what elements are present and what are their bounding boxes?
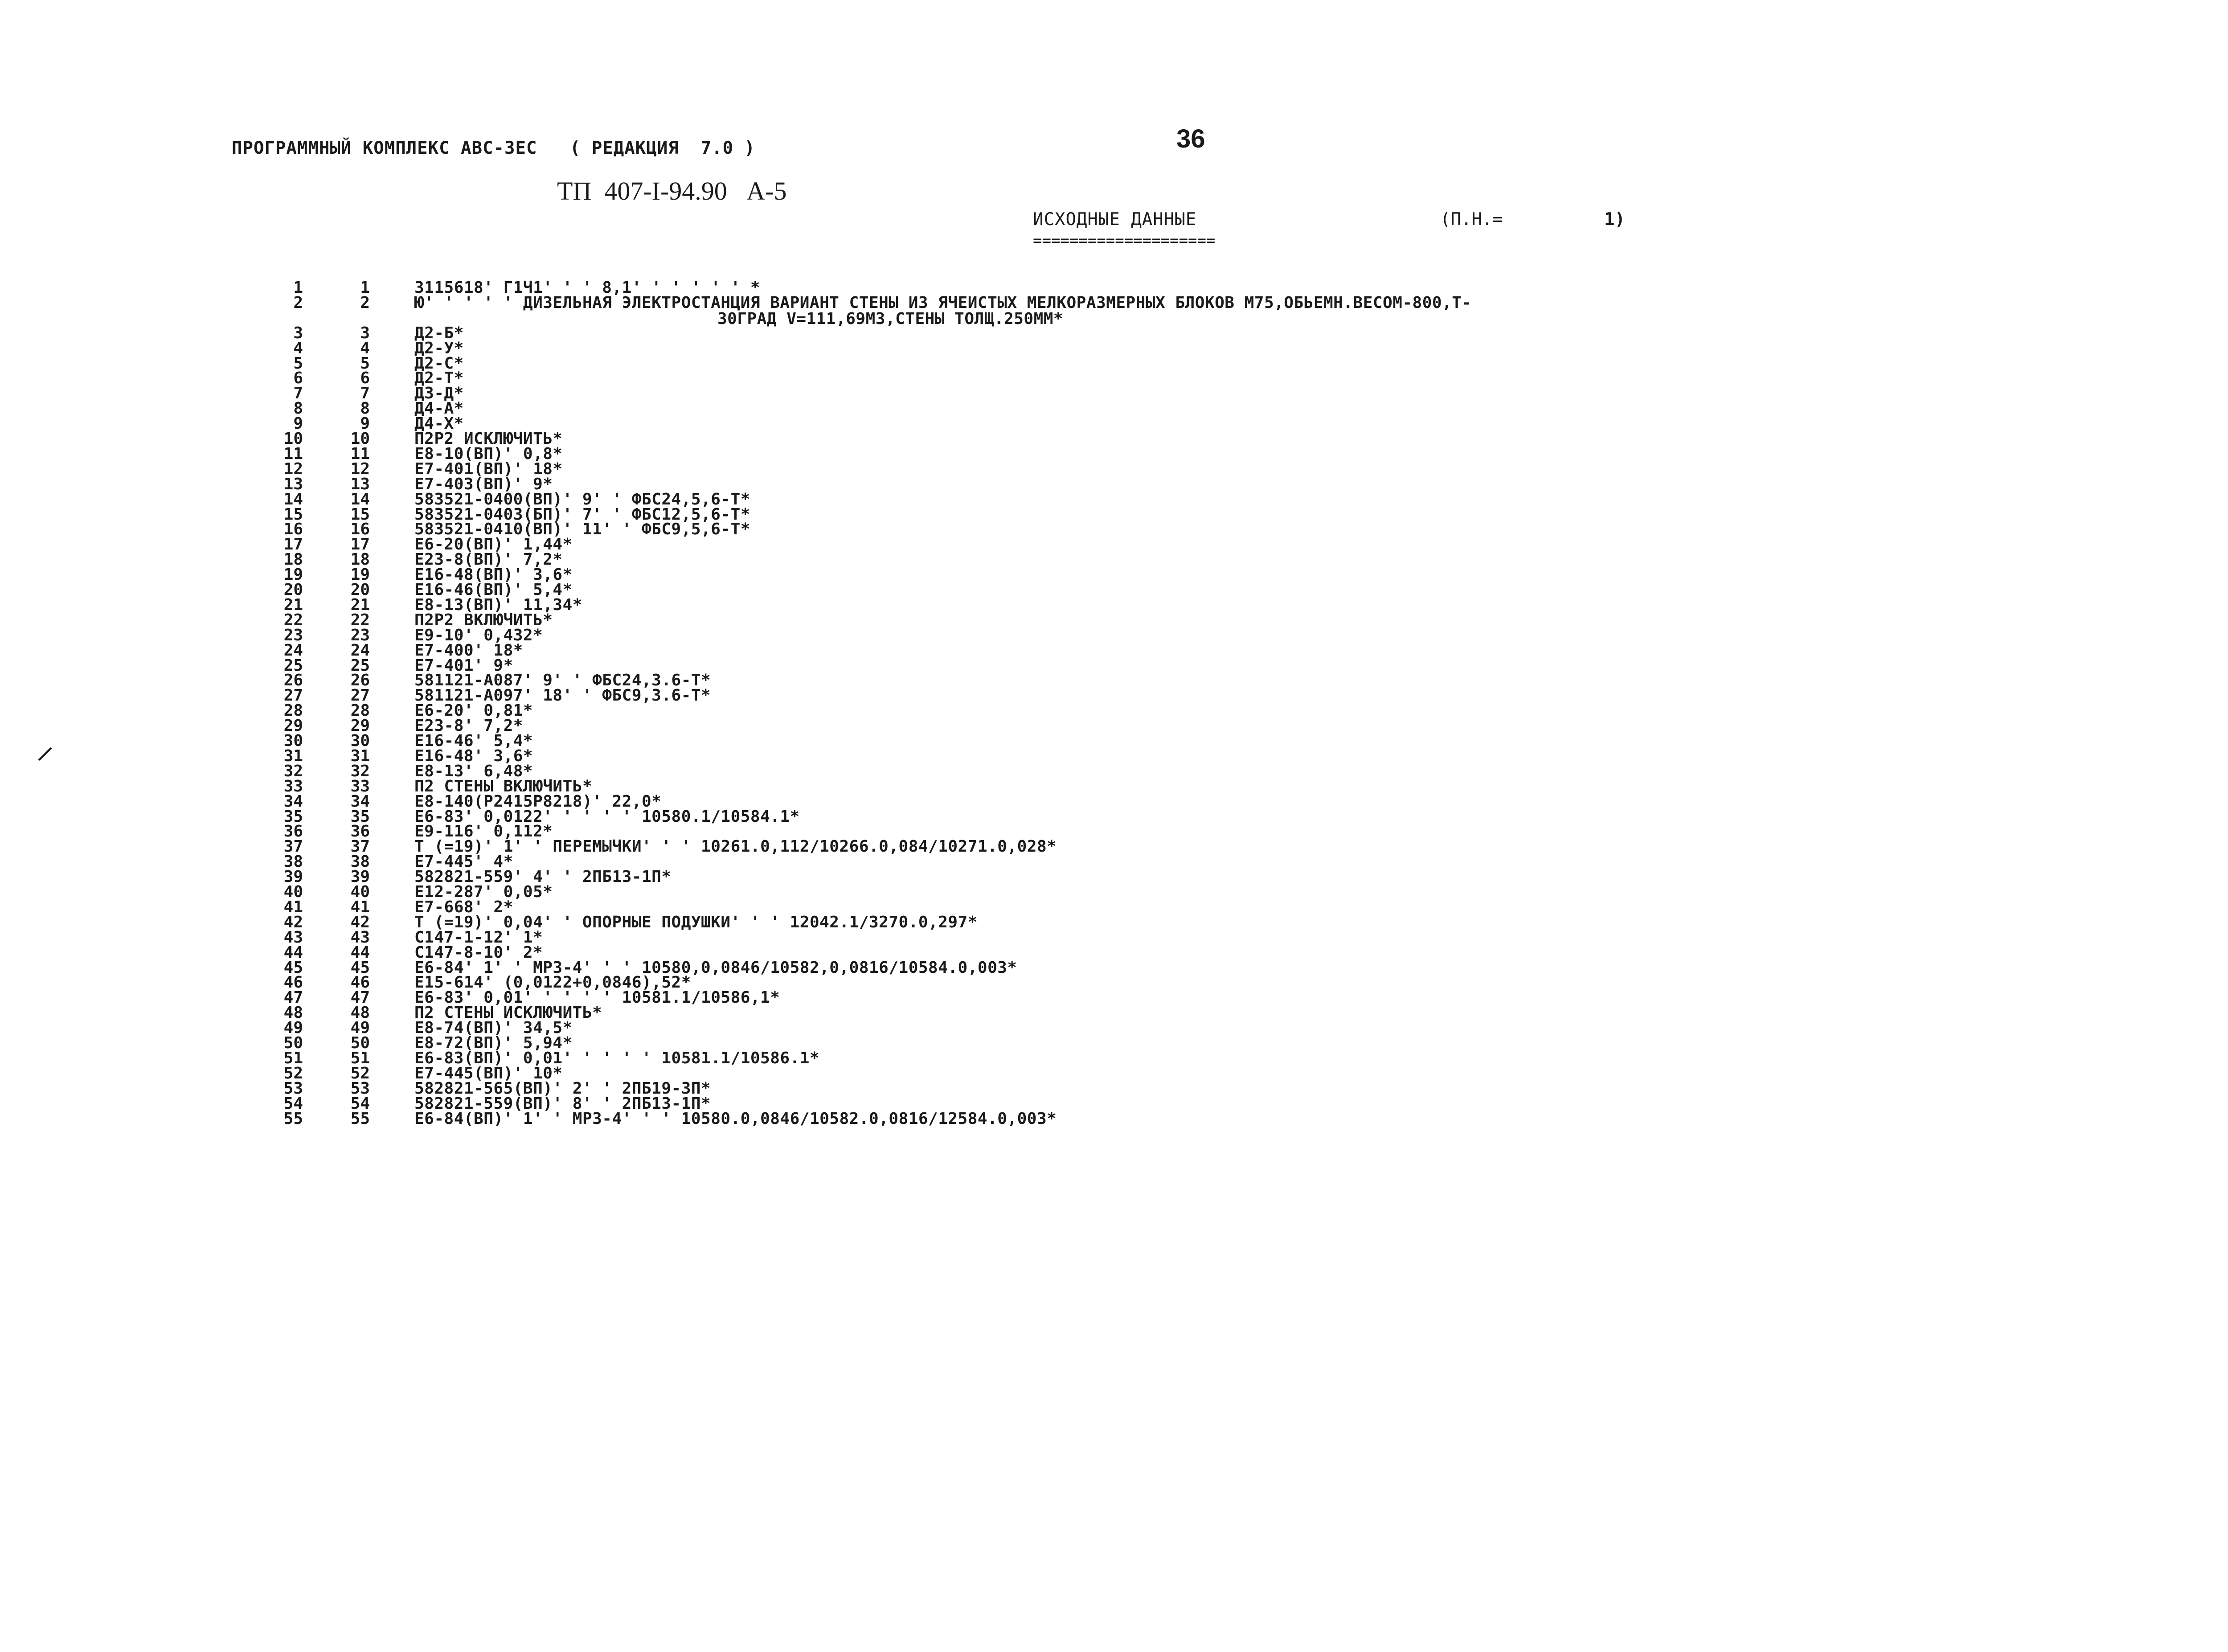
line-card-number: 55 xyxy=(350,1110,370,1128)
line-sequence-number: 16 xyxy=(283,520,303,538)
line-sequence-number: 21 xyxy=(283,596,303,614)
line-card-number: 40 xyxy=(350,883,370,901)
line-card-number: 25 xyxy=(350,656,370,675)
line-text: Е7-401' 9* xyxy=(414,656,513,675)
line-card-number: 12 xyxy=(350,460,370,478)
line-card-number: 42 xyxy=(350,913,370,931)
line-text: Е16-46' 5,4* xyxy=(414,732,533,750)
line-card-number: 24 xyxy=(350,641,370,660)
line-card-number: 36 xyxy=(350,822,370,840)
line-text: Е9-116' 0,112* xyxy=(414,822,553,840)
line-sequence-number: 49 xyxy=(283,1019,303,1037)
line-card-number: 20 xyxy=(350,581,370,599)
line-text: Е6-83' 0,0122' ' ' ' ' 10580.1/10584.1* xyxy=(414,808,800,826)
line-sequence-number: 8 xyxy=(293,399,303,418)
line-card-number: 38 xyxy=(350,853,370,871)
line-text: Е6-84(ВП)' 1' ' МР3-4' ' ' 10580.0,0846/10582.0,0816/12584.0,003* xyxy=(414,1110,1057,1128)
line-sequence-number: 45 xyxy=(283,959,303,977)
line-sequence-number: 19 xyxy=(283,566,303,584)
line-text: 582821-559' 4' ' 2ПБ13-1П* xyxy=(414,868,672,886)
line-sequence-number: 12 xyxy=(283,460,303,478)
line-card-number: 27 xyxy=(350,686,370,705)
line-text: П2Р2 ВКЛЮЧИТЬ* xyxy=(414,611,553,629)
line-card-number: 8 xyxy=(360,399,370,418)
line-sequence-number: 32 xyxy=(283,762,303,780)
line-sequence-number: 46 xyxy=(283,973,303,992)
line-sequence-number: 13 xyxy=(283,475,303,493)
line-sequence-number: 48 xyxy=(283,1004,303,1022)
line-sequence-number: 11 xyxy=(283,445,303,463)
line-text: Е8-10(ВП)' 0,8* xyxy=(414,445,563,463)
line-card-number: 10 xyxy=(350,430,370,448)
line-card-number: 52 xyxy=(350,1064,370,1082)
line-sequence-number: 40 xyxy=(283,883,303,901)
program-header: ПРОГРАММНЫЙ КОМПЛЕКС АВС-3ЕС ( РЕДАКЦИЯ 7.0 ) xyxy=(232,138,756,158)
line-card-number: 28 xyxy=(350,701,370,720)
line-card-number: 18 xyxy=(350,550,370,569)
line-sequence-number: 52 xyxy=(283,1064,303,1082)
line-sequence-number: 25 xyxy=(283,656,303,675)
line-sequence-number: 35 xyxy=(283,808,303,826)
line-text: Е23-8' 7,2* xyxy=(414,717,523,735)
line-card-number: 19 xyxy=(350,566,370,584)
line-card-number: 50 xyxy=(350,1034,370,1052)
margin-mark: / xyxy=(36,741,55,767)
section-title: ИСХОДНЫЕ ДАННЫЕ xyxy=(1033,209,1197,230)
line-card-number: 14 xyxy=(350,490,370,508)
line-card-number: 11 xyxy=(350,445,370,463)
line-text: П2Р2 ИСКЛЮЧИТЬ* xyxy=(414,430,563,448)
line-text: Д2-У* xyxy=(414,339,464,357)
line-sequence-number: 27 xyxy=(283,686,303,705)
line-card-number: 31 xyxy=(350,747,370,765)
line-text: Е8-74(ВП)' 34,5* xyxy=(414,1019,573,1037)
line-text: Е8-140(Р2415Р8218)' 22,0* xyxy=(414,792,662,811)
line-text: П2 СТЕНЫ ИСКЛЮЧИТЬ* xyxy=(414,1004,602,1022)
line-card-number: 32 xyxy=(350,762,370,780)
line-card-number: 39 xyxy=(350,868,370,886)
line-card-number: 17 xyxy=(350,535,370,553)
line-card-number: 35 xyxy=(350,808,370,826)
line-sequence-number: 42 xyxy=(283,913,303,931)
line-text: 582821-559(ВП)' 8' ' 2ПБ13-1П* xyxy=(414,1095,711,1113)
line-card-number: 1 xyxy=(360,279,370,297)
line-sequence-number: 26 xyxy=(283,671,303,689)
line-sequence-number: 50 xyxy=(283,1034,303,1052)
line-text: Е7-400' 18* xyxy=(414,641,523,660)
line-text: 581121-А097' 18' ' ФБС9,3.6-Т* xyxy=(414,686,711,705)
line-sequence-number: 18 xyxy=(283,550,303,569)
line-sequence-number: 29 xyxy=(283,717,303,735)
line-text: Д4-Х* xyxy=(414,414,464,433)
line-text: Е16-46(ВП)' 5,4* xyxy=(414,581,573,599)
line-sequence-number: 41 xyxy=(283,898,303,916)
line-card-number: 23 xyxy=(350,626,370,644)
line-card-number: 41 xyxy=(350,898,370,916)
line-card-number: 44 xyxy=(350,943,370,962)
line-text: Д4-А* xyxy=(414,399,464,418)
line-card-number: 2 xyxy=(360,294,370,312)
line-sequence-number: 20 xyxy=(283,581,303,599)
line-card-number: 53 xyxy=(350,1079,370,1098)
line-text: Е15-614' (0,0122+0,0846),52* xyxy=(414,973,691,992)
line-sequence-number: 33 xyxy=(283,777,303,795)
line-sequence-number: 22 xyxy=(283,611,303,629)
line-sequence-number: 30 xyxy=(283,732,303,750)
line-text: Д2-Б* xyxy=(414,324,464,342)
line-text: 583521-0403(БП)' 7' ' ФБС12,5,6-Т* xyxy=(414,505,750,524)
line-text: Е8-13' 6,48* xyxy=(414,762,533,780)
line-text: С147-8-10' 2* xyxy=(414,943,543,962)
section-title-underline: ==================== xyxy=(1033,232,1216,250)
line-card-number: 47 xyxy=(350,988,370,1007)
line-sequence-number: 3 xyxy=(293,324,303,342)
line-text: Е6-83(ВП)' 0,01' ' ' ' ' 10581.1/10586.1* xyxy=(414,1049,820,1067)
parameter-label: (П.Н.= xyxy=(1440,209,1503,230)
line-sequence-number: 34 xyxy=(283,792,303,811)
line-text: Д2-Т* xyxy=(414,369,464,387)
line-card-number: 22 xyxy=(350,611,370,629)
line-text: Е6-20(ВП)' 1,44* xyxy=(414,535,573,553)
line-text: Е12-287' 0,05* xyxy=(414,883,553,901)
line-text: Д3-Д* xyxy=(414,384,464,402)
line-text: 3115618' Г1Ч1' ' ' 8,1' ' ' ' ' ' * xyxy=(414,279,761,297)
line-sequence-number: 37 xyxy=(283,837,303,856)
line-card-number: 37 xyxy=(350,837,370,856)
line-text: 583521-0410(ВП)' 11' ' ФБС9,5,6-Т* xyxy=(414,520,750,538)
line-text: Е7-401(ВП)' 18* xyxy=(414,460,563,478)
line-sequence-number: 36 xyxy=(283,822,303,840)
line-card-number: 5 xyxy=(360,354,370,373)
line-card-number: 15 xyxy=(350,505,370,524)
line-card-number: 9 xyxy=(360,414,370,433)
line-text: Е9-10' 0,432* xyxy=(414,626,543,644)
line-sequence-number: 24 xyxy=(283,641,303,660)
line-card-number: 29 xyxy=(350,717,370,735)
line-text: Е7-403(ВП)' 9* xyxy=(414,475,553,493)
line-text: Т (=19)' 0,04' ' ОПОРНЫЕ ПОДУШКИ' ' ' 12042.1/3270.0,297* xyxy=(414,913,978,931)
line-sequence-number: 2 xyxy=(293,294,303,312)
line-sequence-number: 1 xyxy=(293,279,303,297)
line-continuation: 30ГРАД V=111,69М3,СТЕНЫ ТОЛЩ.250ММ* xyxy=(717,310,1064,328)
line-card-number: 6 xyxy=(360,369,370,387)
line-sequence-number: 9 xyxy=(293,414,303,433)
line-text: Е16-48' 3,6* xyxy=(414,747,533,765)
line-card-number: 3 xyxy=(360,324,370,342)
line-text: Е8-72(ВП)' 5,94* xyxy=(414,1034,573,1052)
line-text: Е6-84' 1' ' МР3-4' ' ' 10580,0,0846/10582,0,0816/10584.0,003* xyxy=(414,959,1017,977)
line-text: Е7-668' 2* xyxy=(414,898,513,916)
line-text: Е8-13(ВП)' 11,34* xyxy=(414,596,582,614)
line-sequence-number: 14 xyxy=(283,490,303,508)
line-text: Е23-8(ВП)' 7,2* xyxy=(414,550,563,569)
line-sequence-number: 38 xyxy=(283,853,303,871)
line-card-number: 7 xyxy=(360,384,370,402)
line-text: П2 СТЕНЫ ВКЛЮЧИТЬ* xyxy=(414,777,593,795)
line-card-number: 16 xyxy=(350,520,370,538)
line-card-number: 21 xyxy=(350,596,370,614)
line-card-number: 54 xyxy=(350,1095,370,1113)
line-sequence-number: 6 xyxy=(293,369,303,387)
line-sequence-number: 4 xyxy=(293,339,303,357)
line-card-number: 26 xyxy=(350,671,370,689)
page-number: 36 xyxy=(1176,124,1205,153)
line-text: Д2-С* xyxy=(414,354,464,373)
line-text: Ю' ' ' ' ' ДИЗЕЛЬНАЯ ЭЛЕКТРОСТАНЦИЯ ВАРИАНТ СТЕНЫ ИЗ ЯЧЕИСТЫХ МЕЛКОРАЗМЕРНЫХ БЛОКОВ М75,ОБЬЕМН.ВЕСОМ-800,Т- xyxy=(414,294,1472,312)
line-sequence-number: 28 xyxy=(283,701,303,720)
line-sequence-number: 5 xyxy=(293,354,303,373)
line-text: Е6-20' 0,81* xyxy=(414,701,533,720)
line-card-number: 13 xyxy=(350,475,370,493)
line-sequence-number: 39 xyxy=(283,868,303,886)
line-text: 582821-565(ВП)' 2' ' 2ПБ19-3П* xyxy=(414,1079,711,1098)
line-sequence-number: 17 xyxy=(283,535,303,553)
line-sequence-number: 54 xyxy=(283,1095,303,1113)
line-card-number: 45 xyxy=(350,959,370,977)
line-sequence-number: 31 xyxy=(283,747,303,765)
line-card-number: 4 xyxy=(360,339,370,357)
line-text: 583521-0400(ВП)' 9' ' ФБС24,5,6-Т* xyxy=(414,490,750,508)
line-sequence-number: 47 xyxy=(283,988,303,1007)
line-text: Т (=19)' 1' ' ПЕРЕМЫЧКИ' ' ' 10261.0,112/10266.0,084/10271.0,028* xyxy=(414,837,1057,856)
line-sequence-number: 23 xyxy=(283,626,303,644)
line-card-number: 43 xyxy=(350,928,370,947)
line-card-number: 49 xyxy=(350,1019,370,1037)
line-sequence-number: 10 xyxy=(283,430,303,448)
line-card-number: 48 xyxy=(350,1004,370,1022)
line-text: Е16-48(ВП)' 3,6* xyxy=(414,566,573,584)
line-sequence-number: 15 xyxy=(283,505,303,524)
line-text: С147-1-12' 1* xyxy=(414,928,543,947)
line-text: Е7-445(ВП)' 10* xyxy=(414,1064,563,1082)
document-code: ТП 407-I-94.90 А-5 xyxy=(557,176,787,205)
line-sequence-number: 43 xyxy=(283,928,303,947)
line-card-number: 34 xyxy=(350,792,370,811)
line-card-number: 46 xyxy=(350,973,370,992)
line-text: 581121-А087' 9' ' ФБС24,3.6-Т* xyxy=(414,671,711,689)
line-card-number: 51 xyxy=(350,1049,370,1067)
line-card-number: 33 xyxy=(350,777,370,795)
parameter-value: 1) xyxy=(1604,209,1625,230)
line-text: Е7-445' 4* xyxy=(414,853,513,871)
line-sequence-number: 7 xyxy=(293,384,303,402)
line-sequence-number: 44 xyxy=(283,943,303,962)
line-card-number: 30 xyxy=(350,732,370,750)
line-sequence-number: 55 xyxy=(283,1110,303,1128)
line-sequence-number: 53 xyxy=(283,1079,303,1098)
line-text: Е6-83' 0,01' ' ' ' ' 10581.1/10586,1* xyxy=(414,988,780,1007)
line-sequence-number: 51 xyxy=(283,1049,303,1067)
